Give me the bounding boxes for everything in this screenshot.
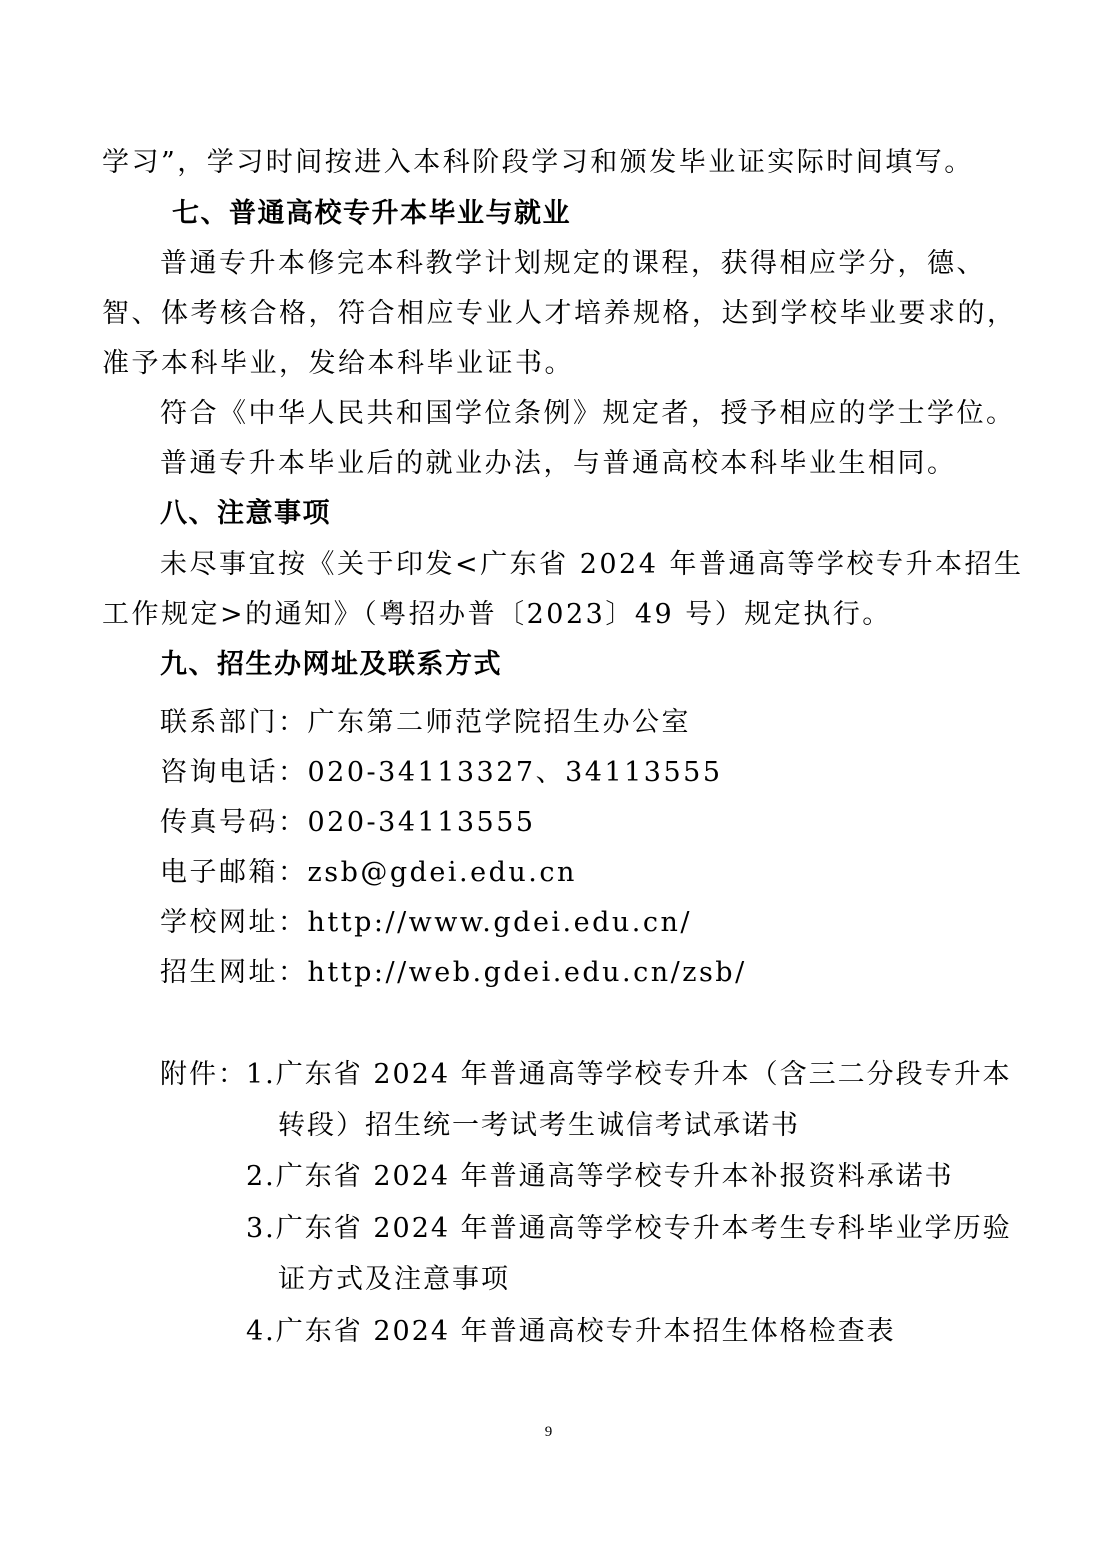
- paragraph-line: 普通专升本毕业后的就业办法，与普通高校本科毕业生相同。: [160, 448, 957, 479]
- contact-department: 联系部门：广东第二师范学院招生办公室: [160, 707, 691, 738]
- school-website: 学校网址：http://www.gdei.edu.cn/: [160, 907, 692, 938]
- paragraph-line: 学习”，学习时间按进入本科阶段学习和颁发毕业证实际时间填写。: [102, 147, 974, 178]
- section-heading-7: 七、普通高校专升本毕业与就业: [172, 198, 571, 229]
- attachment-item-3: 3.广东省 2024 年普通高等学校专升本考生专科毕业学历验: [246, 1213, 1012, 1244]
- attachments-label: 附件：: [160, 1059, 247, 1090]
- contact-email: 电子邮箱：zsb@gdei.edu.cn: [160, 857, 577, 888]
- attachment-item-1: 1.广东省 2024 年普通高等学校专升本（含三二分段专升本: [246, 1059, 1012, 1090]
- paragraph-line: 智、体考核合格，符合相应专业人才培养规格，达到学校毕业要求的，: [102, 298, 1017, 329]
- paragraph-line: 工作规定>的通知》（粤招办普〔2023〕49 号）规定执行。: [102, 599, 892, 630]
- attachment-item-2: 2.广东省 2024 年普通高等学校专升本补报资料承诺书: [246, 1161, 954, 1192]
- contact-fax: 传真号码：020-34113555: [160, 807, 536, 838]
- paragraph-line: 普通专升本修完本科教学计划规定的课程，获得相应学分，德、: [160, 248, 986, 279]
- attachment-item-3-cont: 证方式及注意事项: [278, 1264, 510, 1295]
- paragraph-line: 未尽事宜按《关于印发<广东省 2024 年普通高等学校专升本招生: [160, 549, 1024, 580]
- page-number: 9: [544, 1424, 553, 1440]
- attachment-item-1-cont: 转段）招生统一考试考生诚信考试承诺书: [278, 1110, 800, 1141]
- paragraph-line: 符合《中华人民共和国学位条例》规定者，授予相应的学士学位。: [160, 398, 1016, 429]
- paragraph-line: 准予本科毕业，发给本科毕业证书。: [102, 348, 574, 379]
- section-heading-9: 九、招生办网址及联系方式: [160, 649, 502, 680]
- attachment-item-4: 4.广东省 2024 年普通高校专升本招生体格检查表: [246, 1316, 896, 1347]
- admissions-website: 招生网址：http://web.gdei.edu.cn/zsb/: [160, 957, 747, 988]
- section-heading-8: 八、注意事项: [160, 498, 331, 529]
- contact-phone: 咨询电话：020-34113327、34113555: [160, 757, 723, 788]
